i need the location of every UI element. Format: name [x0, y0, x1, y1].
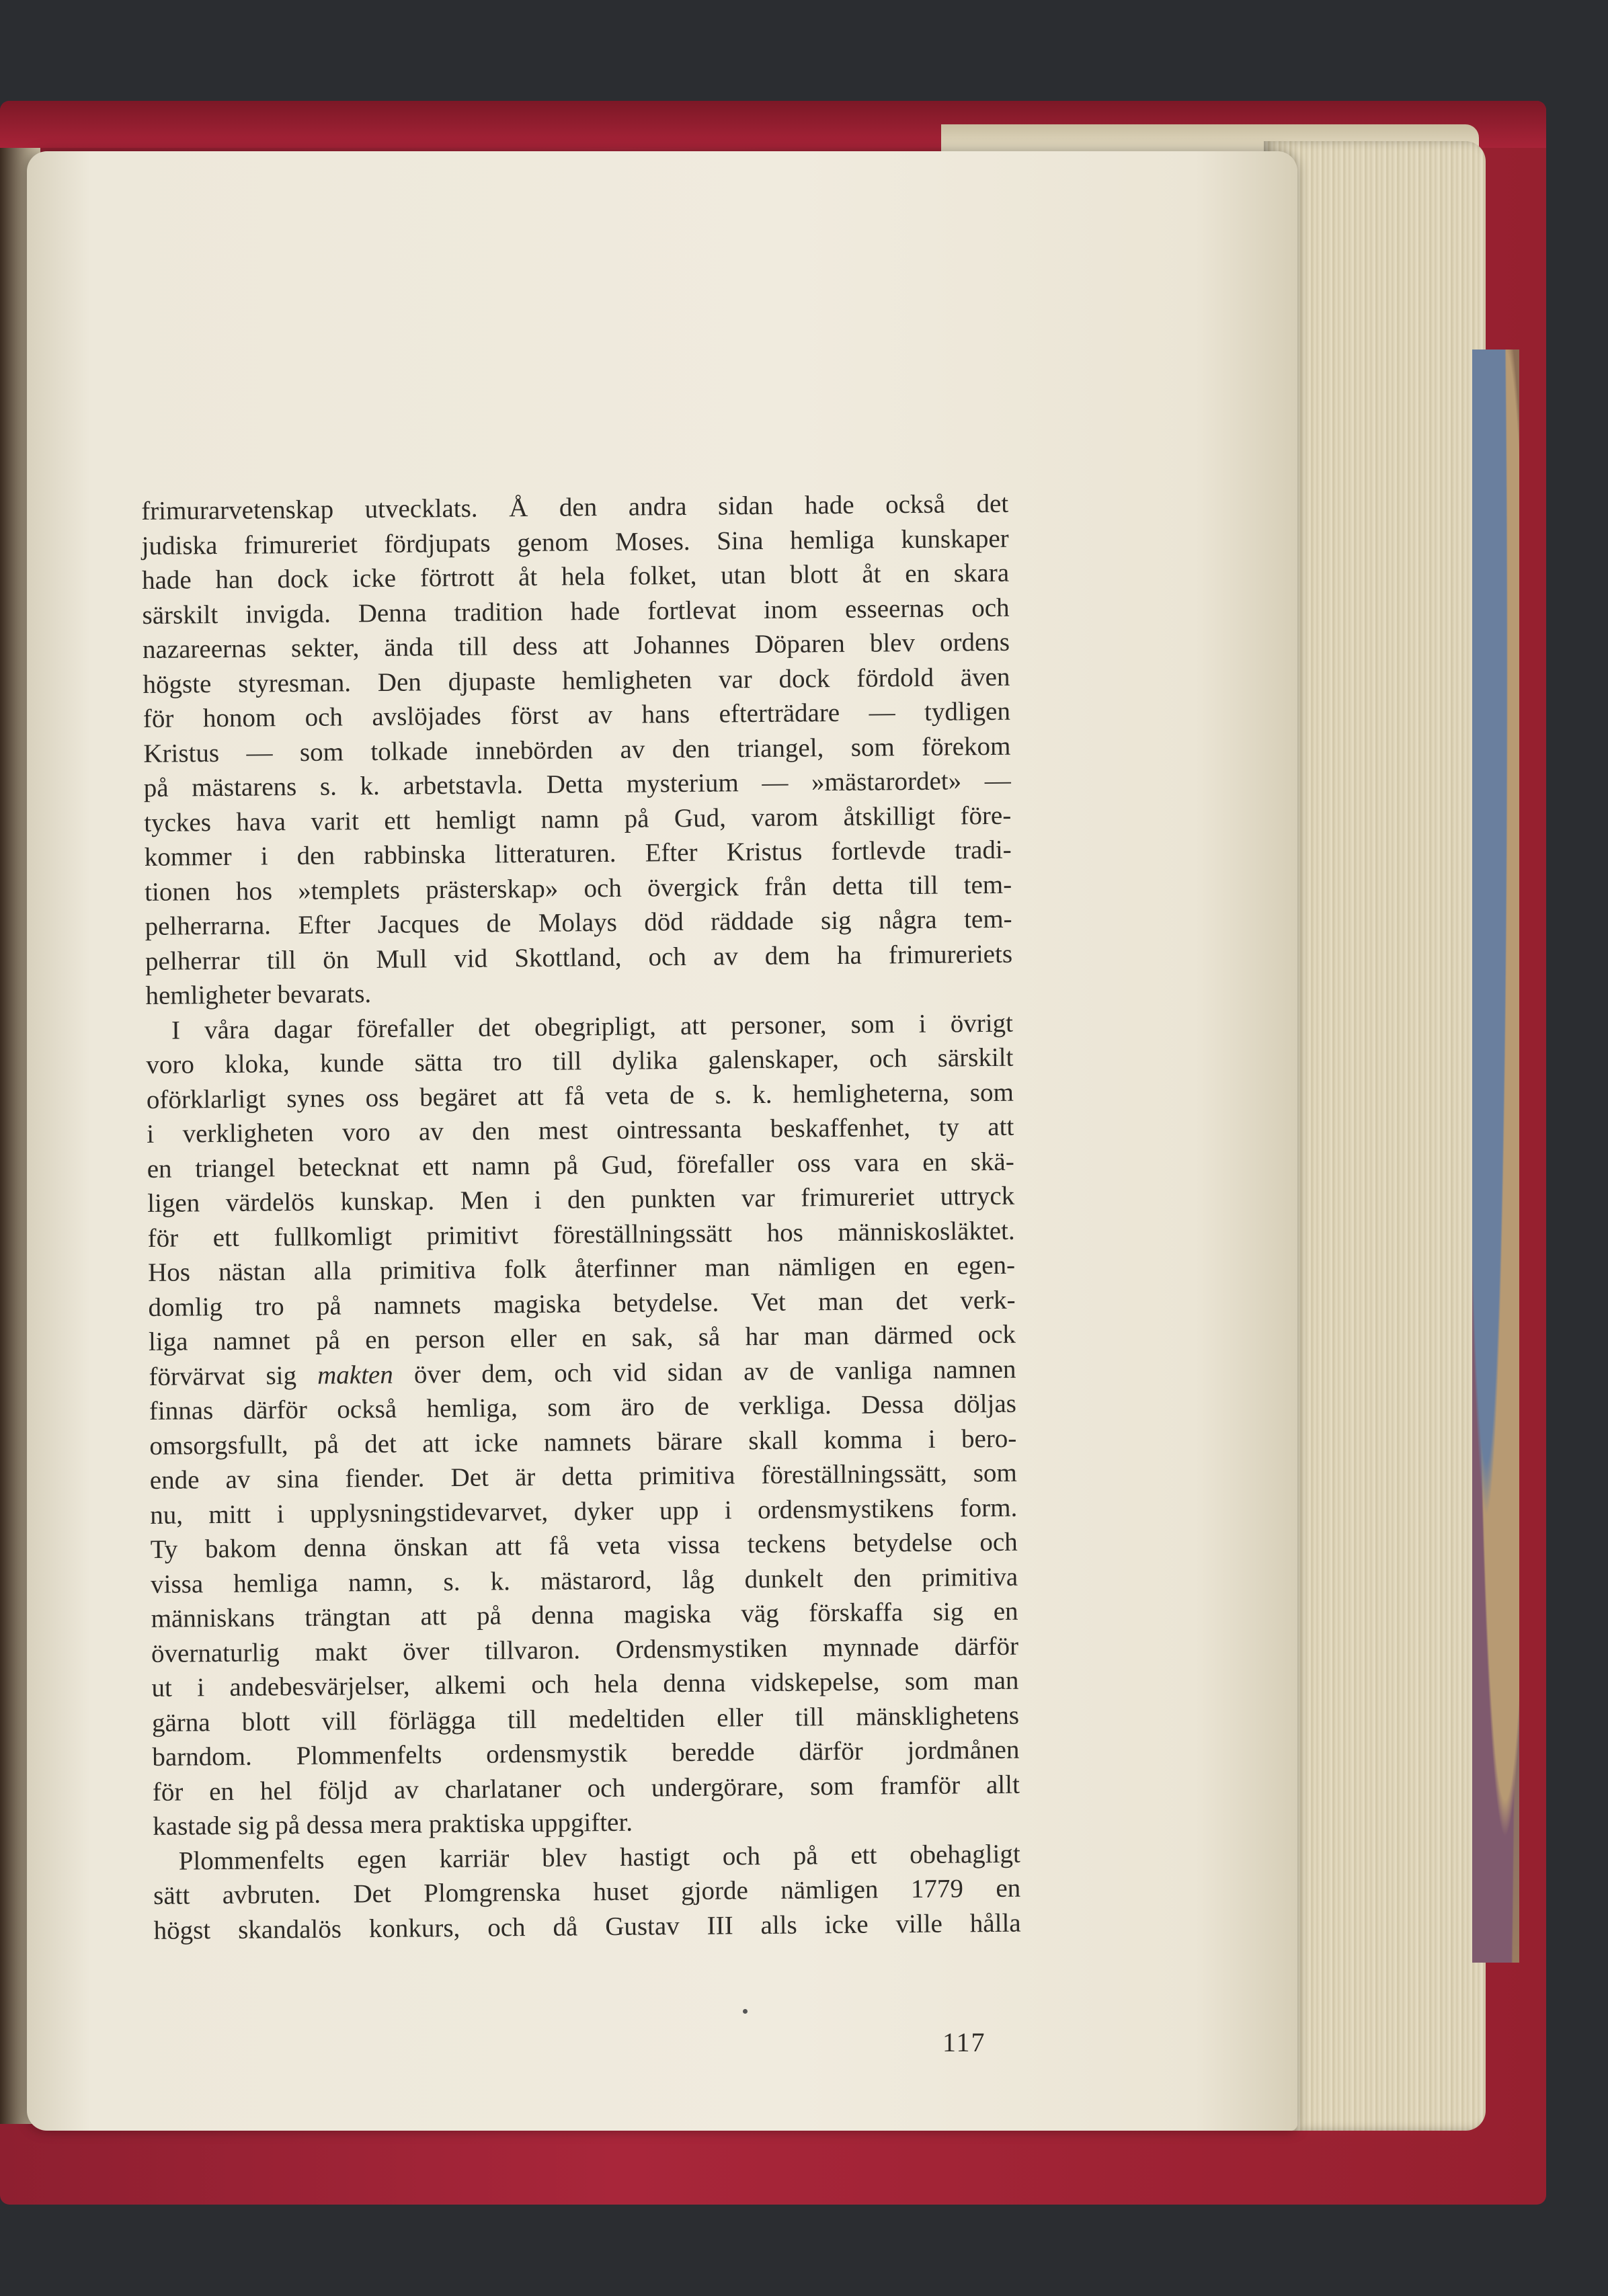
text-line: pelherrarna. Efter Jacques de Molays död räddade sig några tem-: [145, 904, 1012, 941]
book-page: [27, 151, 1297, 2131]
text-line: människans trängtan att på denna magiska väg förskaffa sig en: [151, 1596, 1018, 1633]
text-line: Kristus — som tolkade innebörden av den triangel, som förekom: [143, 731, 1011, 768]
text-line: särskilt invigda. Denna tradition hade fortlevat inom esseernas och: [142, 593, 1010, 630]
text-line: judiska frimureriet fördjupats genom Moses. Sina hemliga kunskaper: [141, 524, 1009, 561]
text-line: nazareernas sekter, ända till dess att Johannes Döparen blev ordens: [142, 627, 1010, 664]
text-line: vissa hemliga namn, s. k. mästarord, låg dunkelt den primitiva: [150, 1562, 1018, 1599]
text-line: omsorgsfullt, på det att icke namnets bärare skall komma i bero-: [149, 1424, 1017, 1461]
text-line: domlig tro på namnets magiska betydelse. Vet man det verk-: [148, 1285, 1016, 1322]
text-line: Hos nästan alla primitiva folk återfinner man nämligen en egen-: [147, 1250, 1016, 1287]
text-line: I våra dagar förefaller det obegripligt, att personer, som i övrigt: [171, 1008, 1014, 1045]
text-line: för honom och avslöjades först av hans efterträdare — tydligen: [143, 696, 1011, 733]
text-line: sätt avbruten. Det Plomgrenska huset gjorde nämligen 1779 en: [153, 1873, 1021, 1910]
ink-dot: [743, 2009, 748, 2014]
text-line: i verkligheten voro av den mest ointressanta beskaffenhet, ty att: [147, 1112, 1014, 1149]
text-line: högste styresman. Den djupaste hemligheten var dock fördold även: [143, 662, 1010, 699]
text-line: voro kloka, kunde sätta tro till dylika galenskaper, och särskilt: [146, 1042, 1014, 1079]
body-text: [141, 487, 1021, 1948]
text-line: en triangel betecknat ett namn på Gud, förefaller oss vara en skä-: [147, 1147, 1014, 1184]
text-line: frimurarvetenskap utvecklats. Å den andra sidan hade också det: [141, 489, 1009, 526]
text-line: hemligheter bevarats.: [145, 979, 372, 1010]
text-line: kommer i den rabbinska litteraturen. Efter Kristus fortlevde tradi-: [144, 835, 1012, 872]
text-line: på mästarens s. k. arbetstavla. Detta mysterium — »mästarordet» —: [143, 766, 1011, 803]
text-line: barndom. Plommenfelts ordensmystik beredde därför jordmånen: [152, 1735, 1020, 1772]
text-line: kastade sig på dessa mera praktiska uppgifter.: [153, 1807, 633, 1841]
text-line: Ty bakom denna önskan att få veta vissa teckens betydelse och: [150, 1527, 1018, 1564]
page-number: 117: [942, 2027, 986, 2057]
text-line: Plommenfelts egen karriär blev hastigt och på ett obehagligt: [178, 1839, 1020, 1876]
text-line: för en hel följd av charlataner och undergörare, som framför allt: [152, 1770, 1020, 1807]
text-line: förvärvat sig makten över dem, och vid sidan av de vanliga namnen: [149, 1354, 1016, 1391]
text-line: ut i andebesvärjelser, alkemi och hela denna vidskepelse, som man: [151, 1666, 1019, 1703]
text-line: nu, mitt i upplysningstidevarvet, dyker upp i ordensmystikens form.: [150, 1493, 1018, 1530]
text-line: gärna blott vill förlägga till medeltiden eller till mänsklighetens: [151, 1700, 1020, 1737]
text-line: övernaturlig makt över tillvaron. Ordensmystiken mynnade därför: [151, 1631, 1019, 1668]
text-line: pelherrar till ön Mull vid Skottland, och av dem ha frimureriets: [145, 939, 1013, 976]
text-line: tionen hos »templets prästerskap» och övergick från detta till tem-: [144, 870, 1012, 907]
italic-word: makten: [317, 1360, 393, 1390]
text-line: hade han dock icke förtrott åt hela folket, utan blott åt en skara: [141, 558, 1010, 595]
text-line: tyckes hava varit ett hemligt namn på Gud, varom åtskilligt före-: [144, 801, 1012, 837]
text-line: för ett fullkomligt primitivt föreställningssätt hos människosläktet.: [147, 1216, 1015, 1253]
text-line: liga namnet på en person eller en sak, så har man därmed ock: [148, 1319, 1016, 1356]
text-line: högst skandalös konkurs, och då Gustav III alls icke ville hålla: [153, 1908, 1021, 1945]
text-line: ende av sina fiender. Det är detta primitiva föreställningssätt, som: [149, 1458, 1017, 1495]
text-line: ligen värdelös kunskap. Men i den punkten var frimureriet uttryck: [147, 1181, 1015, 1218]
text-line: oförklarligt synes oss begäret att få veta de s. k. hemligheterna, som: [146, 1077, 1014, 1114]
text-line: finnas därför också hemliga, som äro de verkliga. Dessa döljas: [149, 1389, 1017, 1426]
marbled-endpaper: [1472, 350, 1519, 1963]
